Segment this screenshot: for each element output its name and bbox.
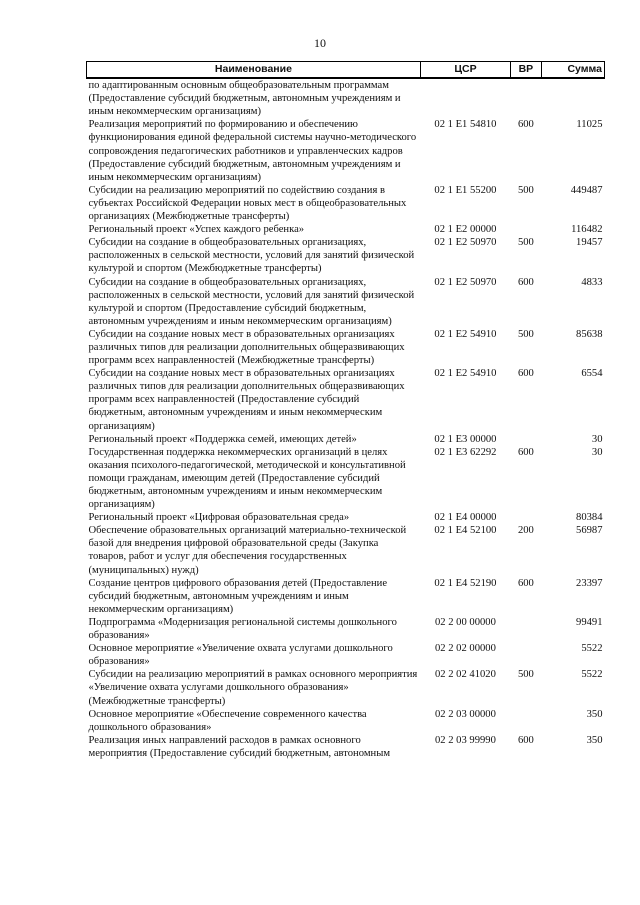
cell-csr: 02 1 E1 55200 [434, 184, 497, 196]
table-body [87, 78, 605, 760]
cell-sum: 30 [591, 446, 603, 458]
table-row [87, 642, 605, 668]
cell-sum: 5522 [581, 643, 603, 655]
table-row [87, 276, 605, 328]
table-row [87, 118, 605, 183]
table-row [87, 367, 605, 432]
cell-name: Субсидии на создание в общеобразовательных организациях, расположенных в сельской местности, условий для занятий физической культурой и спортом (Межбюджетные трансферты) [88, 237, 415, 275]
cell-name: Региональный проект «Успех каждого ребенка» [88, 224, 305, 236]
cell-sum: 56987 [576, 525, 603, 537]
cell-vr: 500 [517, 237, 534, 249]
table-row [87, 511, 605, 524]
cell-vr: 600 [517, 119, 534, 131]
cell-vr: 600 [517, 734, 534, 746]
cell-name: Региональный проект «Цифровая образовательная среда» [88, 512, 350, 524]
cell-sum [541, 78, 604, 118]
cell-name: Государственная поддержка некоммерческих организаций в целях оказания психолого-педагогической, методической и консультативной помощи гражданам, имеющим детей (Предоставление субсидий бюджетным, автономным учреждениям и иным некоммерческим организациям) [88, 446, 406, 511]
header-vr: ВР [511, 62, 542, 79]
cell-name: Реализация мероприятий по формированию и обеспечению функционирования единой федеральной системы научно-методического сопровождения педагогических работников и управленческих кадров (Предоставление субсидий бюджетным, автономным учреждениям и иным некоммерческим организациям) [88, 119, 417, 183]
cell-vr [511, 223, 542, 236]
cell-sum: 85638 [576, 328, 603, 340]
cell-vr: 600 [517, 577, 534, 589]
header-sum: Сумма [541, 62, 604, 79]
cell-sum: 11025 [576, 119, 603, 131]
cell-csr [420, 78, 510, 118]
cell-sum: 116482 [571, 224, 603, 236]
cell-sum: 449487 [570, 184, 603, 196]
cell-vr: 200 [517, 525, 534, 537]
cell-vr: 500 [517, 184, 534, 196]
table-row [87, 78, 605, 118]
cell-vr [511, 642, 542, 668]
cell-sum: 99491 [576, 616, 603, 628]
cell-name: Создание центров цифрового образования детей (Предоставление субсидий бюджетным, автономным учреждениям и иным некоммерческим организациям) [88, 577, 388, 615]
cell-name: Субсидии на реализацию мероприятий по содействию создания в субъектах Российской Федерации новых мест в общеобразовательных организациях (Межбюджетные трансферты) [88, 184, 407, 223]
cell-name: Региональный проект «Поддержка семей, имеющих детей» [88, 433, 357, 445]
cell-csr: 02 1 E2 54910 [434, 328, 497, 340]
cell-vr [511, 78, 542, 118]
cell-csr: 02 1 E4 52190 [434, 577, 497, 589]
cell-vr [511, 616, 542, 642]
cell-sum: 350 [586, 734, 603, 746]
table-row [87, 433, 605, 446]
page-number: 10 [314, 36, 326, 50]
cell-name: Подпрограмма «Модернизация региональной системы дошкольного образования» [88, 616, 397, 642]
cell-name: Субсидии на создание в общеобразовательных организациях, расположенных в сельской местности, условий для занятий физической культурой и спортом (Предоставление субсидий бюджетным, автономным учреждениям и иным некоммерческим организациям) [88, 276, 415, 327]
table-row [87, 184, 605, 223]
cell-sum: 19457 [576, 237, 603, 249]
table-row [87, 446, 605, 511]
cell-sum: 80384 [576, 512, 603, 524]
cell-sum: 23397 [576, 577, 603, 589]
cell-sum: 6554 [581, 368, 603, 380]
cell-name: по адаптированным основным общеобразовательным программам (Предоставление субсидий бюджетным, автономным учреждениям и иным некоммерческим организациям) [88, 80, 401, 118]
cell-csr: 02 1 E2 54910 [434, 368, 497, 380]
table-row [87, 668, 605, 707]
header-name: Наименование [87, 62, 421, 79]
cell-csr: 02 1 E4 52100 [434, 525, 497, 537]
table-header-row [87, 62, 605, 79]
cell-name: Субсидии на создание новых мест в образовательных организациях различных типов для реализации дополнительных общеразвивающих программ всех направленностей (Межбюджетные трансферты) [88, 328, 405, 367]
cell-sum: 4833 [581, 276, 603, 288]
cell-sum: 5522 [581, 669, 603, 681]
cell-csr: 02 1 E3 00000 [434, 433, 497, 445]
cell-vr: 500 [517, 669, 534, 681]
cell-csr: 02 1 E2 00000 [434, 224, 497, 236]
cell-name: Субсидии на реализацию мероприятий в рамках основного мероприятия «Увеличение охвата услугами дошкольного образования» (Межбюджетные трансферты) [88, 669, 418, 707]
table-row [87, 616, 605, 642]
cell-vr [511, 433, 542, 446]
cell-name: Обеспечение образовательных организаций материально-технической базой для внедрения цифровой образовательной среды (Закупка товаров, работ и услуг для обеспечения государственных (муниципальных) нужд) [88, 525, 407, 576]
table-row [87, 328, 605, 367]
budget-table [86, 61, 605, 760]
cell-vr [511, 708, 542, 734]
cell-vr: 600 [517, 368, 534, 380]
cell-csr: 02 1 E4 00000 [434, 512, 497, 524]
cell-csr: 02 2 00 00000 [434, 616, 496, 628]
cell-csr: 02 2 02 00000 [434, 643, 496, 655]
cell-vr [511, 511, 542, 524]
table-row [87, 734, 605, 760]
cell-csr: 02 1 E2 50970 [434, 276, 497, 288]
table-row [87, 708, 605, 734]
table-row [87, 236, 605, 275]
cell-csr: 02 2 03 99990 [434, 734, 496, 746]
table-row [87, 524, 605, 576]
cell-vr: 600 [517, 446, 534, 458]
table-row [87, 223, 605, 236]
cell-sum: 30 [591, 433, 603, 445]
cell-csr: 02 1 E2 50970 [434, 237, 497, 249]
cell-name: Субсидии на создание новых мест в образовательных организациях различных типов для реализации дополнительных общеразвивающих программ всех направленностей (Предоставление субсидий бюджетным, автономным учреждениям и иным некоммерческим организациям) [88, 368, 405, 432]
cell-csr: 02 2 02 41020 [434, 669, 496, 681]
cell-name: Реализация иных направлений расходов в рамках основного мероприятия (Предоставление субсидий бюджетным, автономным [88, 734, 391, 759]
cell-name: Основное мероприятие «Увеличение охвата услугами дошкольного образования» [88, 643, 393, 668]
cell-sum: 350 [586, 708, 603, 720]
cell-vr: 500 [517, 328, 534, 340]
cell-csr: 02 1 E1 54810 [434, 119, 497, 131]
cell-csr: 02 1 E3 62292 [434, 446, 497, 458]
cell-vr: 600 [517, 276, 534, 288]
cell-csr: 02 2 03 00000 [434, 708, 496, 720]
table-row [87, 577, 605, 616]
cell-name: Основное мероприятие «Обеспечение современного качества дошкольного образования» [88, 708, 367, 733]
header-csr: ЦСР [420, 62, 510, 79]
